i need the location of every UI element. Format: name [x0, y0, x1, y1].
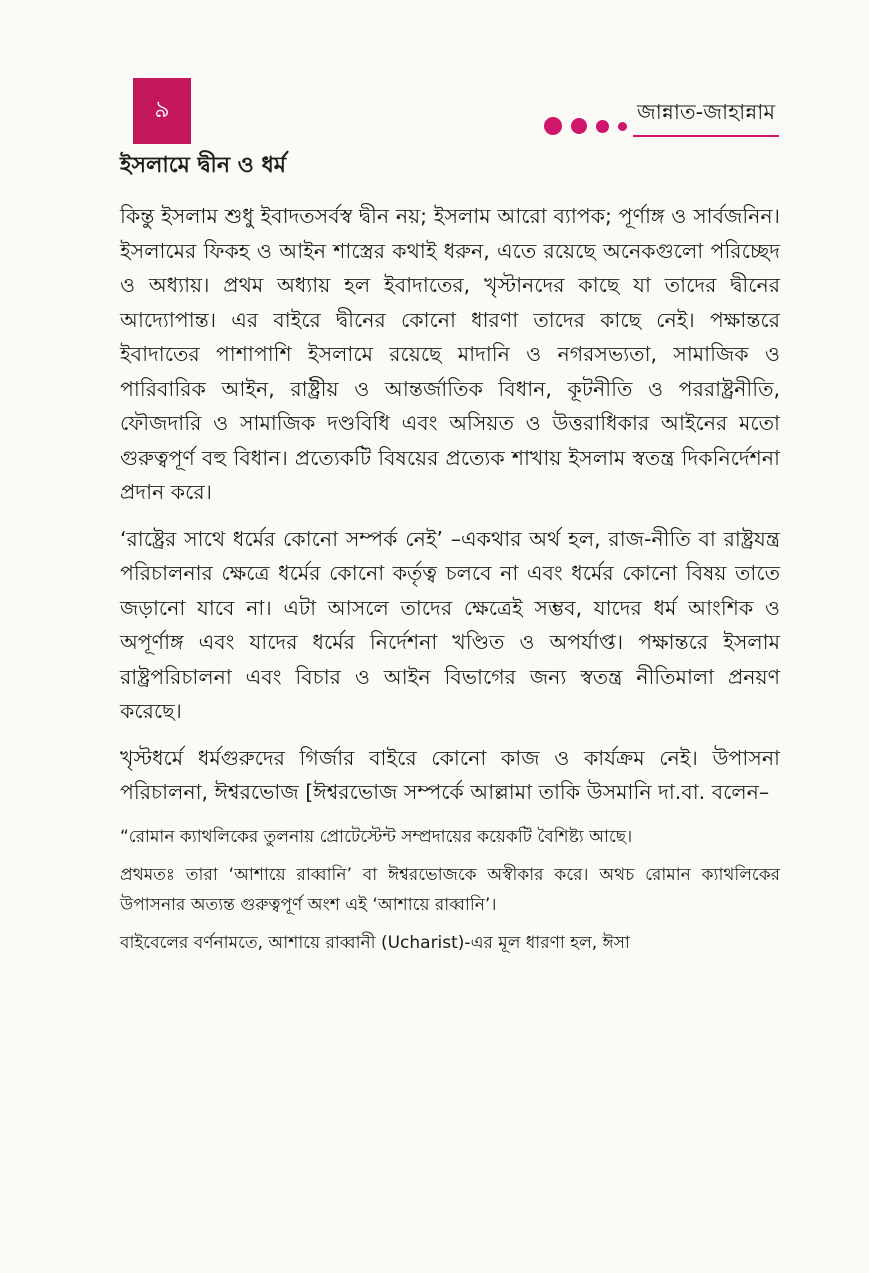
- running-header: [544, 96, 779, 137]
- body-paragraph: খৃস্টধর্মে ধর্মগুরুদের গির্জার বাইরে কোনো কাজ ও কার্যক্রম নেই। উপাসনা পরিচালনা, ঈশ্বরভোজ [ঈশ্বরভোজ সম্পর্কে আল্লামা তাকি উসমানি দা.বা. বলেন–: [120, 745, 780, 804]
- decorative-dots: [544, 117, 627, 135]
- footnote-paragraph: প্রথমতঃ তারা ‘আশায়ে রাব্বানি’ বা ঈশ্বরভোজকে অস্বীকার করে। অথচ রোমান ক্যাথলিকের উপাসনার অত্যন্ত গুরুত্বপূর্ণ অংশ এই ‘আশায়ে রাব্বানি’।: [120, 864, 780, 915]
- page-number: ৯: [133, 78, 191, 144]
- dot-icon: [618, 122, 627, 131]
- body-paragraph: ‘রাষ্ট্রের সাথে ধর্মের কোনো সম্পর্ক নেই’ –একথার অর্থ হল, রাজ-নীতি বা রাষ্ট্রযন্ত্র পরিচালনার ক্ষেত্রে ধর্মের কোনো কর্তৃত্ব চলবে না এবং ধর্মের কোনো বিষয় তাতে জড়ানো যাবে না। এটা আসলে তাদের ক্ষেত্রেই সম্ভব, যাদের ধর্ম আংশিক ও অপূর্ণাঙ্গ এবং যাদের ধর্মের নির্দেশনা খণ্ডিত ও অপর্যাপ্ত। পক্ষান্তরে ইসলাম রাষ্ট্রপরিচালনা এবং বিচার ও আইন বিভাগের জন্য স্বতন্ত্র নীতিমালা প্রনয়ণ করেছে।: [120, 526, 780, 723]
- chapter-title: জান্নাত-জাহান্নাম: [633, 96, 779, 137]
- body-paragraph: কিন্তু ইসলাম শুধু ইবাদতসর্বস্ব দ্বীন নয়; ইসলাম আরো ব্যাপক; পূর্ণাঙ্গ ও সার্বজনিন। ইসলামের ফিকহ ও আইন শাস্ত্রের কথাই ধরুন, এতে রয়েছে অনেকগুলো পরিচ্ছেদ ও অধ্যায়। প্রথম অধ্যায় হল ইবাদাতের, খৃস্টানদের কাছে যা তাদের দ্বীনের আদ্যোপান্ত। এর বাইরে দ্বীনের কোনো ধারণা তাদের কাছে নেই। পক্ষান্তরে ইবাদাতের পাশাপাশি ইসলামে রয়েছে মাদানি ও নগরসভ্যতা, সামাজিক ও পারিবারিক আইন, রাষ্ট্রীয় ও আন্তর্জাতিক বিধান, কূটনীতি ও পররাষ্ট্রনীতি, ফৌজদারি ও সামাজিক দণ্ডবিধি এবং অসিয়ত ও উত্তরাধিকার আইনের মতো গুরুত্বপূর্ণ বহু বিধান। প্রত্যেকটি বিষয়ের প্রত্যেক শাখায় ইসলাম স্বতন্ত্র দিকনির্দেশনা প্রদান করে।: [120, 204, 780, 504]
- footnote-paragraph: “রোমান ক্যাথলিকের তুলনায় প্রোটেস্টেন্ট সম্প্রদায়ের কয়েকটি বৈশিষ্ট্য আছে।: [120, 826, 633, 847]
- dot-icon: [596, 120, 609, 133]
- dot-icon: [544, 117, 562, 135]
- page-body: [120, 148, 780, 966]
- dot-icon: [571, 118, 587, 134]
- footnote-paragraph: বাইবেলের বর্ণনামতে, আশায়ে রাব্বানী (Ucharist)-এর মূল ধারণা হল, ঈসা: [120, 932, 630, 953]
- section-heading: ইসলামে দ্বীন ও ধর্ম: [120, 153, 287, 178]
